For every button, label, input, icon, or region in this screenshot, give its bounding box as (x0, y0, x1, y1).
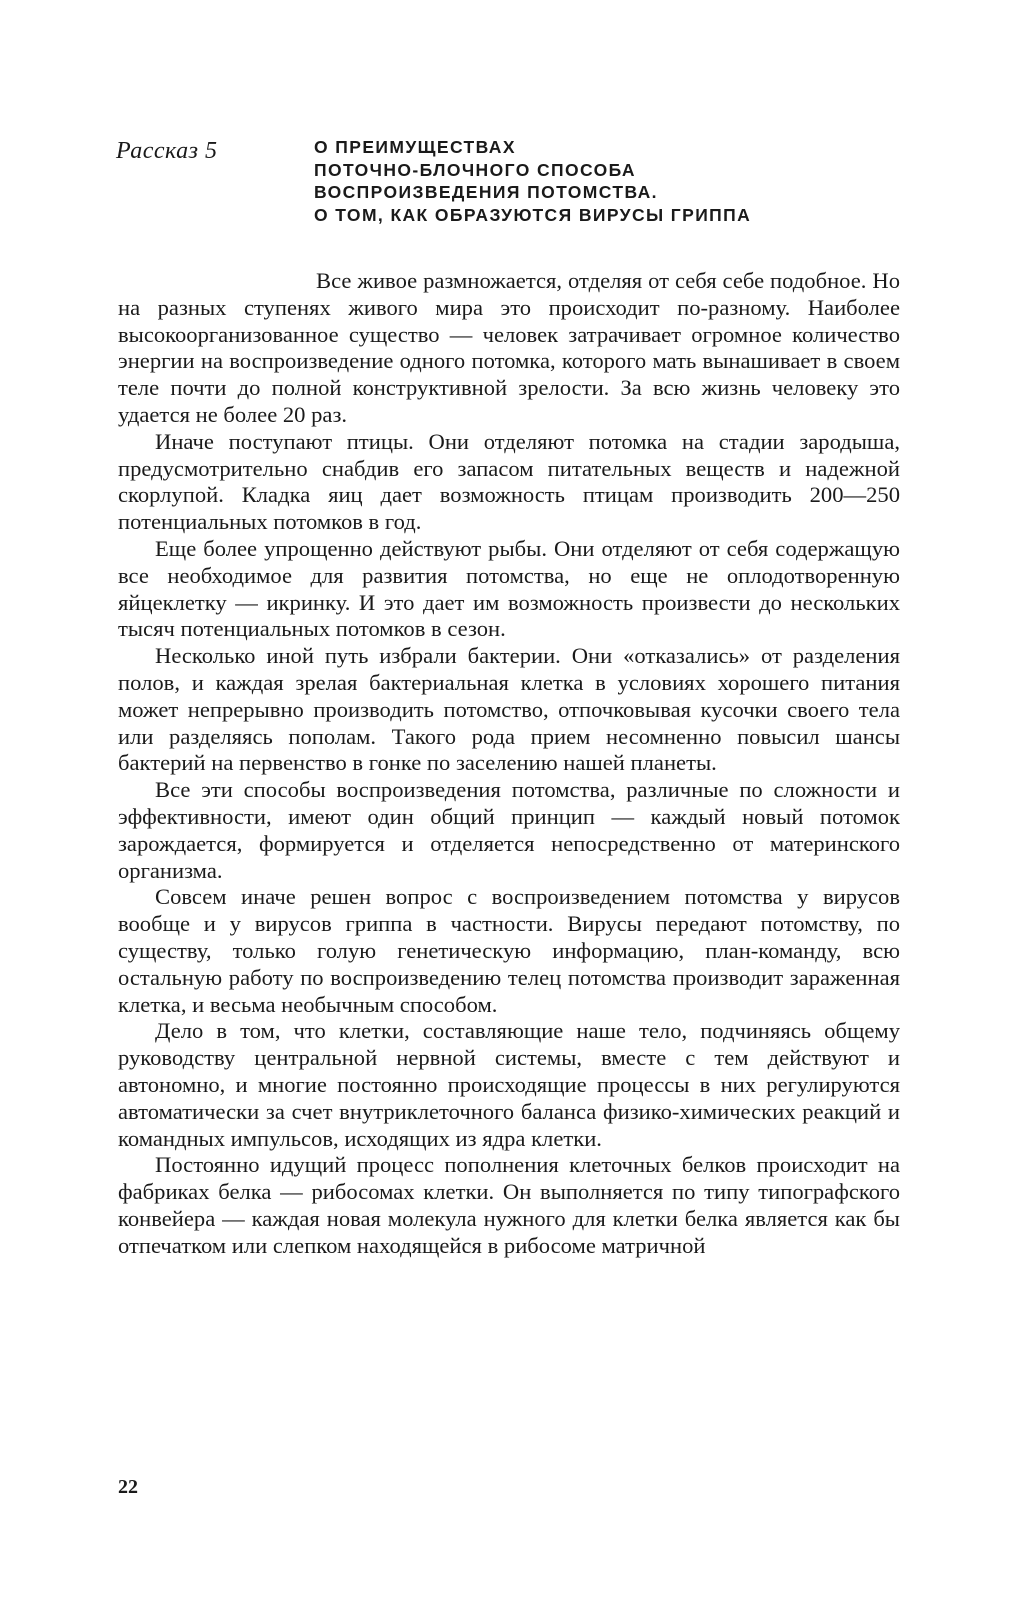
title-line: О ПРЕИМУЩЕСТВАХ (314, 137, 516, 157)
title-line: ПОТОЧНО-БЛОЧНОГО СПОСОБА (314, 159, 636, 180)
title-line: ВОСПРОИЗВЕДЕНИЯ ПОТОМСТВА. (314, 182, 658, 202)
paragraph: Все живое размножается, отделяя от себя себе подобное. Но на разных ступенях живого мира это происходит по-разному. Наиболее высокоорганизованное существо — человек затрачивает огромное количество энергии на воспроизведение одного потомка, которого мать вынашивает в своем теле почти до полной конструктивной зрелости. За всю жизнь человеку это удается не более 20 раз. (118, 268, 900, 427)
story-label: Рассказ 5 (116, 138, 218, 164)
chapter-heading (116, 136, 916, 236)
story-title (314, 136, 751, 226)
paragraph: Постоянно идущий процесс пополнения клеточных белков происходит на фабриках белка — рибосомах клетки. Он выполняется по типу типографского конвейера — каждая новая молекула нужного для клетки белка является как бы отпечатком или слепком находящейся в рибосоме матричной (118, 1152, 900, 1258)
paragraph: Несколько иной путь избрали бактерии. Они «отказались» от разделения полов, и каждая зрелая бактериальная клетка в условиях хорошего питания может непрерывно производить потомство, отпочковывая кусочки своего тела или разделяясь пополам. Такого рода прием несомненно повысил шансы бактерий на первенство в гонке по заселению нашей планеты. (118, 643, 900, 776)
body-text (118, 268, 900, 1259)
paragraph: Совсем иначе решен вопрос с воспроизведением потомства у вирусов вообще и у вирусов гриппа в частности. Вирусы передают потомству, по существу, только голую генетическую информацию, план-команду, всю остальную работу по воспроизведению телец потомства производит зараженная клетка, и весьма необычным способом. (118, 884, 900, 1017)
paragraph: Все эти способы воспроизведения потомства, различные по сложности и эффективности, имеют один общий принцип — каждый новый потомок зарождается, формируется и отделяется непосредственно от материнского организма. (118, 777, 900, 883)
page-number: 22 (118, 1476, 138, 1498)
paragraph: Иначе поступают птицы. Они отделяют потомка на стадии зародыша, предусмотрительно снабдив его запасом питательных веществ и надежной скорлупой. Кладка яиц дает возможность птицам производить 200—250 потенциальных потомков в год. (118, 428, 900, 535)
title-line: О ТОМ, КАК ОБРАЗУЮТСЯ ВИРУСЫ ГРИППА (314, 204, 752, 225)
paragraph: Дело в том, что клетки, составляющие наше тело, подчиняясь общему руководству центральной нервной системы, вместе с тем действуют и автономно, и многие постоянно происходящие процессы в них регулируются автоматически за счет внутриклеточного баланса физико-химических реакций и командных импульсов, исходящих из ядра клетки. (118, 1018, 900, 1151)
paragraph: Еще более упрощенно действуют рыбы. Они отделяют от себя содержащую все необходимое для развития потомства, но еще не оплодотворенную яйцеклетку — икринку. И это дает им возможность произвести до нескольких тысяч потенциальных потомков в сезон. (118, 535, 900, 642)
